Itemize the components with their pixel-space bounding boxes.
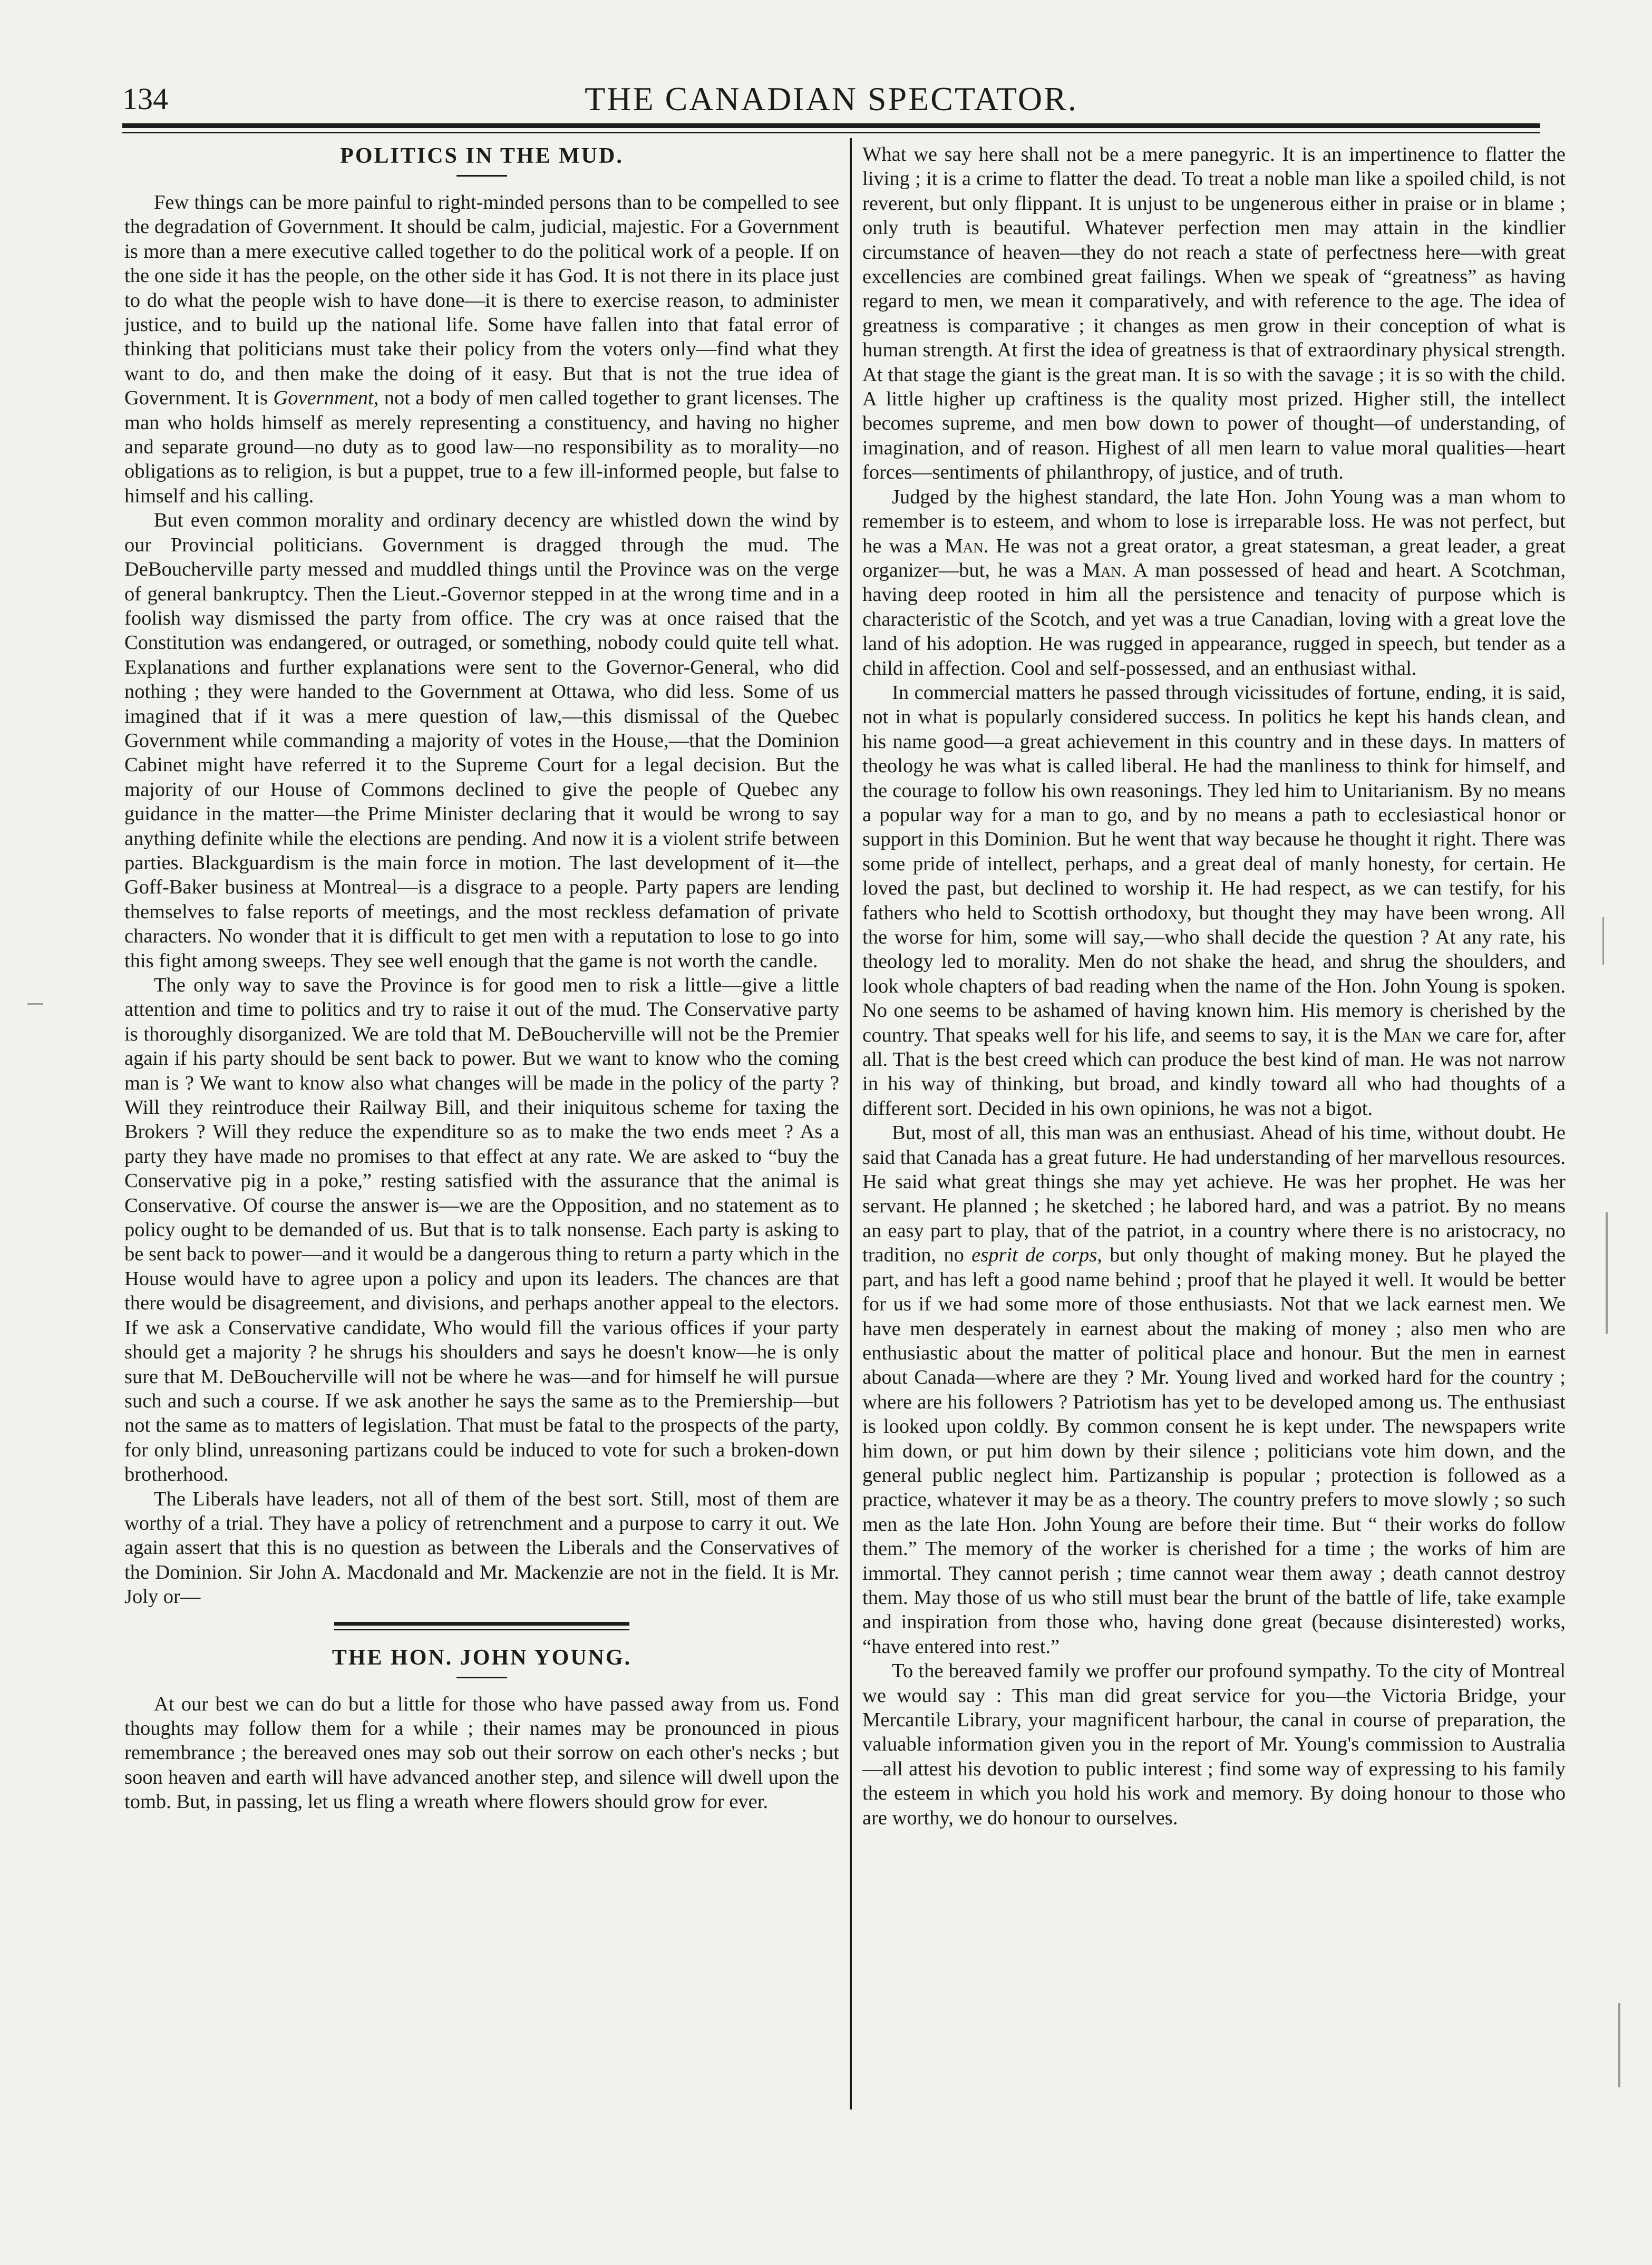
- margin-mark: [1606, 1212, 1608, 1334]
- politics-paragraph-3: The only way to save the Province is for good men to risk a little—give a little attention and time to politics and try to raise it out of the mud. The Conservative party is thoroughly disorganized. We are told that M. DeBoucherville will not be the Premier again if his party should be sent back to power. But we want to know who the coming man is ? We want to know also what changes will be made in the policy of the party ? Will they reintroduce their Railway Bill, and their iniquitous scheme for taxing the Brokers ? Will they reduce the expenditure so as to make the two ends meet ? As a party they have made no promises to that effect at any rate. We are asked to “buy the Conservative pig in a poke,” resting satisfied with the assurance that the animal is Conservative. Of course the answer is—we are the Opposition, and no statement as to policy ought to be demanded of us. But that is to talk nonsense. Each party is asking to be sent back to power—and it would be a dangerous thing to return a party which in the House would have to agree upon a policy and upon its leaders. The chances are that there would be disagreement, and divisions, and perhaps another appeal to the electors. If we ask a Conservative candidate, Who would fill the various offices if your party should get a majority ? he shrugs his shoulders and says he doesn't know—he is only sure that M. DeBoucherville will not be where he was—and for himself he will pursue such and such a course. If we ask another he says the same as to the Premiership—but not the same as to matters of legislation. That must be fatal to the prospects of the party, for only blind, unreasoning partizans could be induced to vote for such a broken-down brotherhood.: [124, 974, 839, 1486]
- young-paragraph-2: What we say here shall not be a mere panegyric. It is an impertinence to flatter the living ; it is a crime to flatter the dead. To treat a noble man like a spoiled child, is not reverent, but only flippant. It is unjust to be ungenerous either in praise or in blame ; only truth is beautiful. Whatever perfection men may attain in the kindlier circumstance of heaven—they do not reach a state of perfectness here—with great excellencies are combined great failings. When we speak of “greatness” as having regard to men, we mean it comparatively, and with reference to the age. The idea of greatness is comparative ; it changes as men grow in their conception of what is human strength. At first the idea of greatness is that of extraordinary physical strength. At that stage the giant is the great man. It is so with the savage ; it is so with the child. A little higher up craftiness is the quality most prized. Higher still, the intellect becomes supreme, and men bow down to power of thought—of understanding, of imagination, and of reason. Highest of all men learn to value moral qualities—heart forces—sentiments of philanthropy, of justice, and of truth.: [862, 143, 1566, 484]
- left-column: [124, 142, 839, 1814]
- article-separator: [334, 1622, 629, 1630]
- running-title: THE CANADIAN SPECTATOR.: [585, 80, 1078, 118]
- header-rule-thick: [122, 123, 1540, 128]
- right-column: [862, 142, 1566, 1830]
- young-paragraph-1: At our best we can do but a little for those who have passed away from us. Fond thoughts may follow them for a while ; their names may be pronounced in pious remembrance ; the bereaved ones may sob out their sorrow on each other's necks ; but soon heaven and earth will have advanced another step, and silence will dwell upon the tomb. But, in passing, let us fling a wreath where flowers should grow for ever.: [124, 1693, 839, 1813]
- emphasis-esprit-de-corps: esprit de corps: [971, 1244, 1097, 1267]
- small-caps-man: Man: [945, 534, 984, 557]
- margin-mark: [1602, 917, 1604, 965]
- margin-mark: [27, 1003, 43, 1005]
- article-title-politics: POLITICS IN THE MUD.: [340, 144, 624, 168]
- politics-paragraph-1: Few things can be more painful to right-minded persons than to be compelled to see the degradation of Government. It should be calm, judicial, majestic. For a Government is more than a mere executive called together to do the political work of a people. If on the one side it has the people, on the other side it has God. It is not there in its place just to do what the people wish to have done—it is there to exercise reason, to administer justice, and to build up the national life. Some have fallen into that fatal error of thinking that politicians must take their policy from the voters only—find what they want to do, and then make the doing of it easy. But that is not the true idea of Government. It is Government, not a body of men called together to grant licenses. The man who holds himself as merely representing a constituency, and having no higher and separate ground—no duty as to good law—no responsibility as to morality—no obligations as to religion, is but a puppet, true to a few ill-informed people, but false to himself and his calling.: [124, 191, 839, 507]
- young-paragraph-3: Judged by the highest standard, the late Hon. John Young was a man whom to remember is to esteem, and whom to lose is irreparable loss. He was not perfect, but he was a Man. He was not a great orator, a great statesman, a great leader, a great organizer—but, he was a Man. A man possessed of head and heart. A Scotchman, having deep rooted in him all the persistence and tenacity of purpose which is characteristic of the Scotch, and yet was a true Canadian, loving with a great love the land of his adoption. He was rugged in appearance, rugged in speech, but tender as a child in affection. Cool and self-possessed, and an enthusiast withal.: [862, 485, 1566, 679]
- small-caps-man: Man: [1082, 559, 1121, 581]
- page-number: 134: [122, 82, 168, 116]
- header-rule-thin: [122, 132, 1540, 133]
- margin-mark: [1618, 2003, 1620, 2087]
- young-paragraph-4: In commercial matters he passed through vicissitudes of fortune, ending, it is said, not in what is popularly considered success. In politics he kept his hands clean, and his name good—a great achievement in this country and in these days. In matters of theology he was what is called liberal. He had the manliness to think for himself, and the courage to follow his own reasonings. They led him to Unitarianism. By no means a popular way for a man to go, and by no means a path to ecclesiastical honor or support in this Dominion. But he went that way because he thought it right. There was some pride of intellect, perhaps, and a great deal of manly honesty, for certain. He loved the past, but declined to worship it. He had respect, as we can testify, for his fathers who held to Scottish orthodoxy, but thought they may have been wrong. All the worse for him, some will say,—who shall decide the question ? At any rate, his theology led to morality. Men do not shake the head, and shrug the shoulders, and look whole chapters of bad reading when the name of the Hon. John Young is spoken. No one seems to be ashamed of having known him. His memory is cherished by the country. That speaks well for his life, and seems to say, it is the Man we care for, after all. That is the best creed which can produce the best kind of man. He was not narrow in his way of thinking, but broad, and kindly toward all who had thoughts of a different sort. Decided in his own opinions, he was not a bigot.: [862, 681, 1566, 1120]
- page-header: [122, 78, 1540, 120]
- title-rule: [456, 1677, 507, 1678]
- emphasis-government: Government: [273, 387, 374, 410]
- small-caps-man: Man: [1383, 1024, 1422, 1046]
- article-title-young: THE HON. JOHN YOUNG.: [332, 1645, 632, 1670]
- column-divider: [850, 138, 852, 2110]
- politics-paragraph-4: The Liberals have leaders, not all of them of the best sort. Still, most of them are worthy of a trial. They have a policy of retrenchment and a purpose to carry it out. We again assert that this is no question as between the Liberals and the Conservatives of the Dominion. Sir John A. Macdonald and Mr. Mackenzie are not in the field. It is Mr. Joly or—: [124, 1488, 839, 1608]
- young-paragraph-5: But, most of all, this man was an enthusiast. Ahead of his time, without doubt. He said that Canada has a great future. He had understanding of her marvellous resources. He said what great things she may yet achieve. He was her prophet. He was her servant. He planned ; he sketched ; he labored hard, and was a patriot. By no means an easy part to play, that of the patriot, in a country where there is no aristocracy, no tradition, no esprit de corps, but only thought of making money. But he played the part, and has left a good name behind ; proof that he played it well. It would be better for us if we had some more of those enthusiasts. Not that we lack earnest men. We have men desperately in earnest about the making of money ; also men who are enthusiastic about the matter of political place and honour. But the men in earnest about Canada—where are they ? Mr. Young lived and worked hard for the country ; where are his followers ? Patriotism has yet to be developed among us. The enthusiast is looked upon coldly. By common consent he is kept under. The newspapers write him down, or put him down by their silence ; politicians vote him down, and the general public neglect him. Partizanship is popular ; protection is followed as a practice, whatever it may be as a theory. The country prefers to move slowly ; so such men as the late Hon. John Young are before their time. But “ their works do follow them.” The memory of the worker is cherished for a time ; the works of him are immortal. They cannot perish ; time cannot wear them away ; death cannot destroy them. May those of us who still must bear the brunt of the battle of life, take example and inspiration from those who, having done great (because disinterested) works, “have entered into rest.”: [862, 1122, 1566, 1658]
- politics-paragraph-2: But even common morality and ordinary decency are whistled down the wind by our Provincial politicians. Government is dragged through the mud. The DeBoucherville party messed and muddled things until the Province was on the verge of general bankruptcy. Then the Lieut.-Governor stepped in at the wrong time and in a foolish way dismissed the party from office. The cry was at once raised that the Constitution was endangered, or outraged, or something, nobody could quite tell what. Explanations and further explanations were sent to the Governor-General, who did nothing ; they were handed to the Government at Ottawa, who did less. Some of us imagined that if it was a mere question of law,—this dismissal of the Quebec Government while commanding a majority of votes in the House,—that the Dominion Cabinet might have referred it to the Supreme Court for a legal decision. But the majority of our House of Commons declined to give the people of Quebec any guidance in the matter—the Prime Minister declaring that it would be wrong to say anything definite while the elections are pending. And now it is a violent strife between parties. Blackguardism is the main force in motion. The last development of it—the Goff-Baker business at Montreal—is a disgrace to a people. Party papers are lending themselves to false reports of meetings, and the most reckless defamation of private characters. No wonder that it is difficult to get men with a reputation to lose to go into this fight among sweeps. They see well enough that the game is not worth the candle.: [124, 509, 839, 972]
- young-paragraph-6: To the bereaved family we proffer our profound sympathy. To the city of Montreal we would say : This man did great service for you—the Victoria Bridge, your Mercantile Library, your magnificent harbour, the canal in course of preparation, the valuable information given you in the report of Mr. Young's commission to Australia—all attest his devotion to public interest ; find some way of expressing to his family the esteem in which you hold his work and memory. By doing honour to those who are worthy, we do honour to ourselves.: [862, 1660, 1566, 1829]
- title-rule: [456, 175, 507, 177]
